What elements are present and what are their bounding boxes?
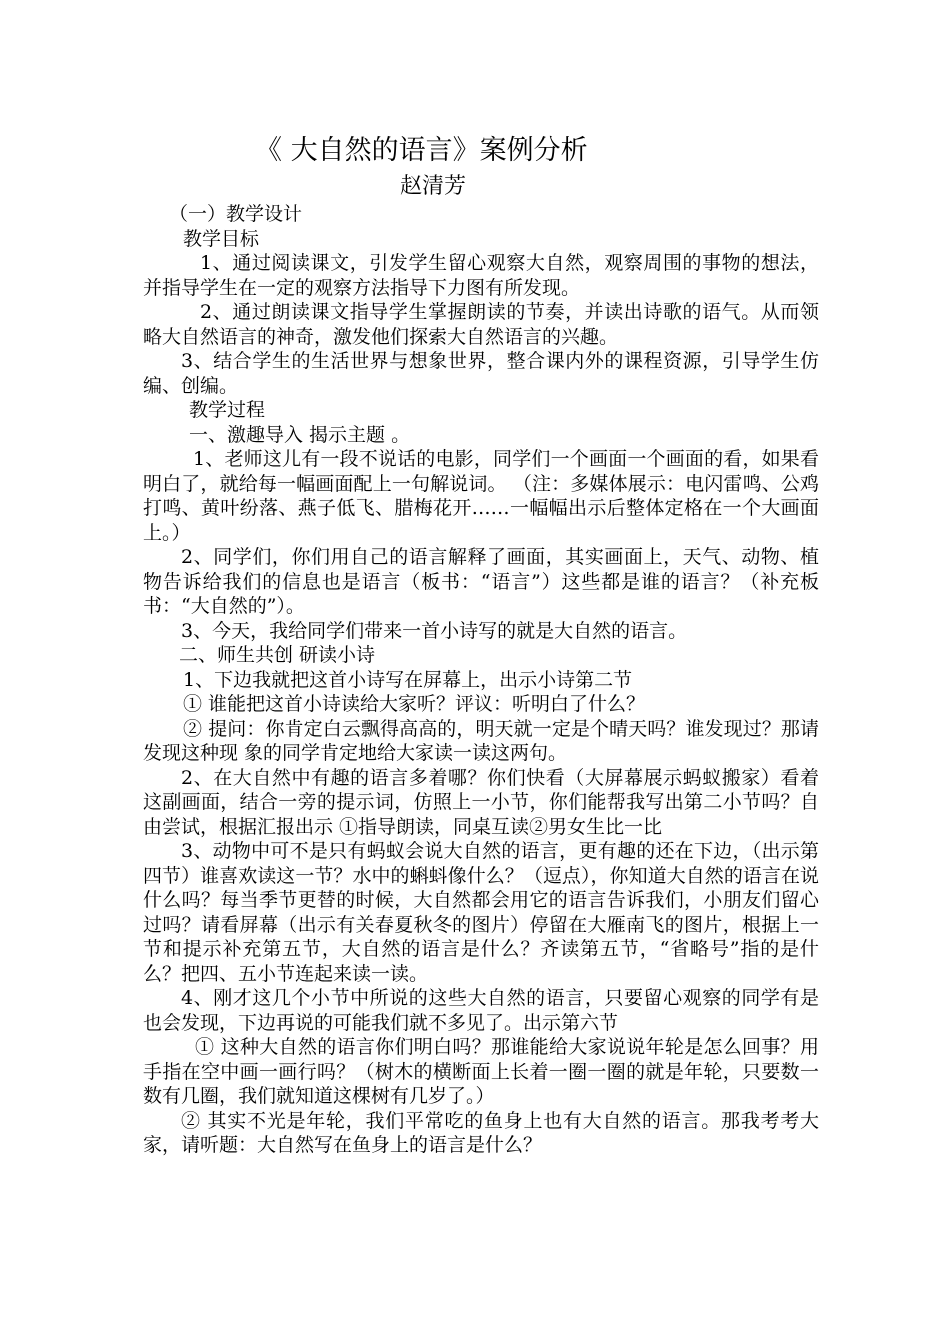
- document-title: 《 大自然的语言》案例分析: [255, 135, 588, 166]
- document-author: 赵清芳: [400, 174, 467, 199]
- paragraph: 1、通过阅读课文，引发学生留心观察大自然，观察周围的事物的想法，并指导学生在一定的观察方法指导下力图有所发现。: [143, 252, 819, 299]
- paragraph: 2、通过朗读课文指导学生掌握朗读的节奏，并读出诗歌的语气。从而领略大自然语言的神奇，激发他们探索大自然语言的兴趣。: [143, 301, 819, 348]
- section-step-heading: 二、师生共创 研读小诗: [179, 644, 376, 666]
- paragraph: 2、同学们，你们用自己的语言解释了画面，其实画面上，天气、动物、植物告诉给我们的信息也是语言（板书：“语言”）这些都是谁的语言？（补充板书：“大自然的”）。: [143, 546, 819, 617]
- paragraph: 1、下边我就把这首小诗写在屏幕上，出示小诗第二节: [183, 668, 633, 691]
- list-item: ② 提问：你肯定白云飘得高高的，明天就一定是个晴天吗？谁发现过？那请发现这种现 象的同学肯定地给大家读一读这两句。: [143, 717, 819, 764]
- paragraph: 3、结合学生的生活世界与想象世界，整合课内外的课程资源，引导学生仿编、创编。: [143, 350, 819, 397]
- paragraph: 2、在大自然中有趣的语言多着哪？你们快看（大屏幕展示蚂蚁搬家）看着这副画面，结合一旁的提示词，仿照上一小节，你们能帮我写出第二小节吗？自由尝试，根据汇报出示 ①指导朗读，同桌互读②男女生比一比: [143, 766, 819, 838]
- document-body: [143, 202, 819, 1158]
- section-heading: （一）教学设计: [169, 203, 303, 225]
- list-item: ① 这种大自然的语言你们明白吗？那谁能给大家说说年轮是怎么回事？用手指在空中画一画行吗？（树木的横断面上长着一圈一圈的就是年轮，只要数一数有几圈，我们就知道这棵树有几岁了。）: [143, 1036, 819, 1107]
- paragraph: 4、刚才这几个小节中所说的这些大自然的语言，只要留心观察的同学有是也会发现，下边再说的可能我们就不多见了。出示第六节: [143, 987, 819, 1034]
- paragraph: 3、动物中可不是只有蚂蚁会说大自然的语言，更有趣的还在下边，（出示第四节）谁喜欢读这一节？水中的蝌蚪像什么？（逗点），你知道大自然的语言在说什么吗？每当季节更替的时候，大自然都会用它的语言告诉我们，小朋友们留心过吗？请看屏幕（出示有关春夏秋冬的图片）停留在大雁南飞的图片，根据上一节和提示补充第五节，大自然的语言是什么？齐读第五节，“省略号”指的是什么？把四、五小节连起来读一读。: [143, 840, 819, 985]
- list-item: ① 谁能把这首小诗读给大家听？评议：听明白了什么？: [183, 693, 646, 715]
- subheading-process: 教学过程: [189, 399, 266, 421]
- section-step-heading: 一、激趣导入 揭示主题 。: [189, 423, 411, 446]
- paragraph: 3、今天，我给同学们带来一首小诗写的就是大自然的语言。: [181, 619, 688, 642]
- list-item: ② 其实不光是年轮，我们平常吃的鱼身上也有大自然的语言。那我考考大家，请听题：大自然写在鱼身上的语言是什么？: [143, 1109, 819, 1156]
- subheading-objectives: 教学目标: [183, 227, 260, 250]
- paragraph: 1、老师这儿有一段不说话的电影，同学们一个画面一个画面的看，如果看明白了，就给每一幅画面配上一句解说词。 （注：多媒体展示：电闪雷鸣、公鸡打鸣、黄叶纷落、燕子低飞、腊梅花开……一幅幅出示后整体定格在一个大画面上。）: [143, 448, 819, 544]
